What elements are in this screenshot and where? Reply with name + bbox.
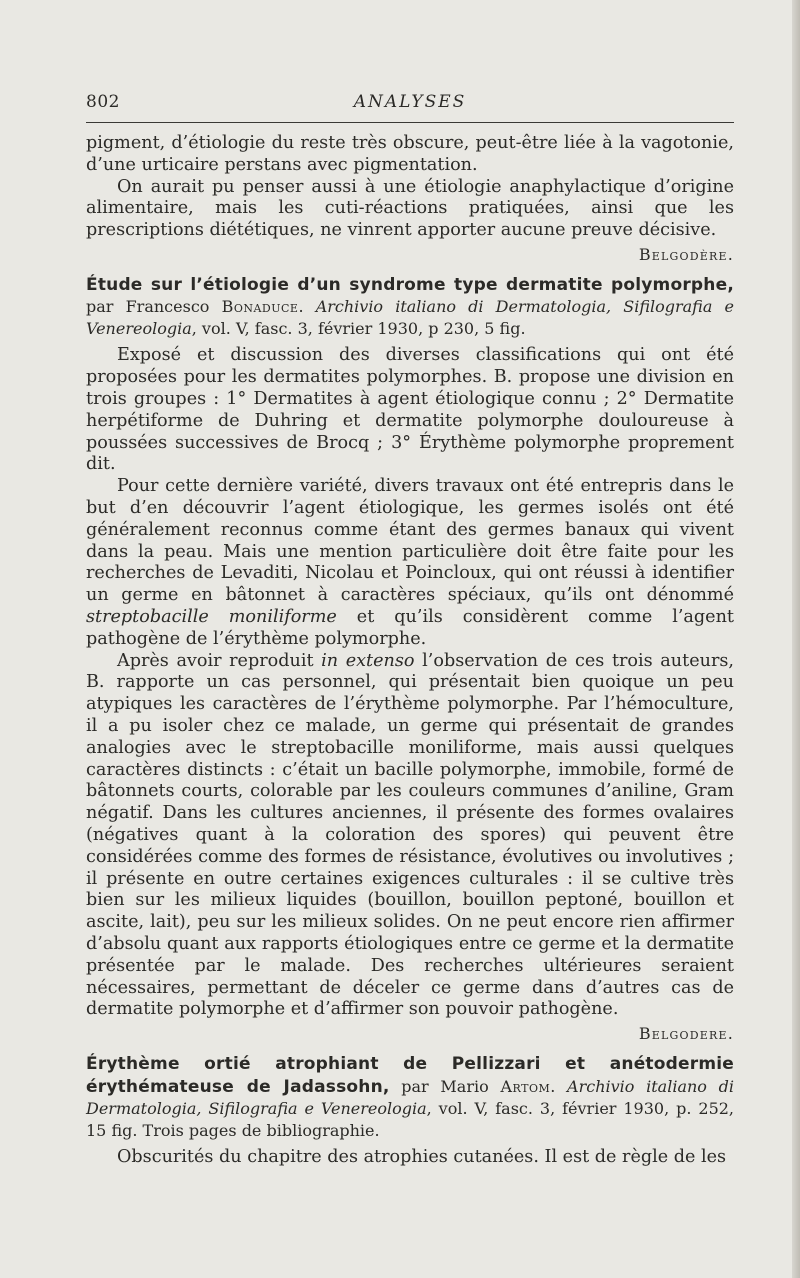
- author-first-name: Francesco: [125, 297, 222, 317]
- paragraph: pigment, d’étiologie du reste très obscure, peut-être liée à la vagotonie, d’une urticaire perstans avec pigmentation.: [86, 133, 734, 175]
- author-prefix: par: [86, 297, 126, 317]
- paragraph: [86, 476, 734, 650]
- article-body: [86, 345, 734, 1021]
- page-edge: [792, 0, 800, 1278]
- journal-name: Archivio italiano di Dermatologia, Sifilografia e Venereologia: [86, 1076, 735, 1119]
- text-run: Après avoir reproduit: [117, 650, 322, 671]
- article-title: Érythème ortié atrophiant de Pellizzari et anétodermie érythémateuse de Jadassohn,: [86, 1054, 734, 1097]
- author-prefix: par Mario: [389, 1076, 501, 1096]
- review-article-1: [86, 274, 734, 1045]
- text-run: Pour cette dernière variété, divers travaux ont été entrepris dans le but d’en découvrir l’agent étiologique, les germes isolés ont été généralement reconnus comme étant des germes banaux qui vivent dans la peau. Mais une mention particulière doit être faite pour les recherches de Levaditi, Nicolau et Poincloux, qui ont réussi à identifier un germe en bâtonnet à caractères spéciaux, qu’ils ont dénommé: [86, 476, 734, 606]
- article-body: [86, 1147, 734, 1169]
- reviewer-signature: Belgodere.: [638, 1024, 734, 1044]
- page-number: 802: [86, 92, 120, 112]
- paragraph: Exposé et discussion des diverses classifications qui ont été proposées pour les dermatites polymorphes. B. propose une division en trois groupes : 1° Dermatites à agent étiologique connu ; 2° Dermatite herpétiforme de Duhring et dermatite polymorphe douloureuse à poussées successives de Brocq ; 3° Érythème polymorphe proprement dit.: [86, 345, 734, 475]
- journal-name: Archivio italiano di Dermatologia, Sifilografia e Venereologia: [86, 297, 735, 338]
- page-header: [86, 92, 734, 118]
- header-rule: [86, 122, 734, 123]
- text-run: l’observation de ces trois auteurs, B. rapporte un cas personnel, qui présentait bien quoique un peu atypiques les caractères de l’érythème polymorphe. Par l’hémoculture, il a pu isoler chez ce malade, un germe qui présentait de grandes analogies avec le streptobacille moniliforme, mais aussi quelques caractères distincts : c’était un bacille polymorphe, immobile, formé de bâtonnets courts, colorable par les couleurs communes d’aniline, Gram négatif. Dans les cultures anciennes, il présente des formes ovalaires (négatives quant à la coloration des spores) qui peuvent être considérées comme des formes de résistance, évolutives ou involutives ; il présente en outre certaines exigences culturales : il se cultive très bien sur les milieux liquides (bouillon, bouillon peptoné, bouillon et ascite, lait), peu sur les milieux solides. On ne peut encore rien affirmer d’absolu quant aux rapports étiologiques entre ce germe et la dermatite présentée par le malade. Des recherches ultérieures seraient nécessaires, permettant de déceler ce germe dans d’autres cas de dermatite polymorphe et d’affirmer son pouvoir pathogène.: [86, 650, 734, 1020]
- italic-term: streptobacille moniliforme: [86, 607, 337, 628]
- reviewer-signature: Belgodère.: [638, 244, 734, 264]
- italic-term: in extenso: [321, 650, 415, 671]
- review-article-2: [86, 1053, 734, 1169]
- article-title: Étude sur l’étiologie d’un syndrome type dermatite polymorphe,: [86, 274, 734, 295]
- paragraph: Obscurités du chapitre des atrophies cutanées. Il est de règle de les: [117, 1147, 727, 1168]
- article-heading: [86, 1053, 734, 1141]
- paragraph: [86, 651, 734, 1022]
- running-title: ANALYSES: [353, 92, 467, 112]
- separator: .: [550, 1076, 568, 1096]
- separator: .: [298, 297, 316, 317]
- paragraph: On aurait pu penser aussi à une étiologie anaphylactique d’origine alimentaire, mais les cuti-réactions pratiquées, ainsi que les prescriptions diététiques, ne vinrent apporter aucune preuve décisive.: [86, 176, 734, 241]
- citation-details: , vol. V, fasc. 3, février 1930, p 230, 5 fig.: [191, 318, 526, 338]
- citation-details: , vol. V, fasc. 3, février 1930, p. 252, 15 fig. Trois pages de bibliographie.: [86, 1099, 735, 1140]
- article-heading: [86, 274, 734, 340]
- book-page: [86, 92, 734, 1169]
- previous-review-end: [86, 133, 734, 266]
- author-last-name: Artom: [500, 1076, 551, 1096]
- author-last-name: Bonaduce: [221, 297, 299, 317]
- text-run: et qu’ils considèrent comme l’agent pathogène de l’érythème polymorphe.: [86, 607, 734, 649]
